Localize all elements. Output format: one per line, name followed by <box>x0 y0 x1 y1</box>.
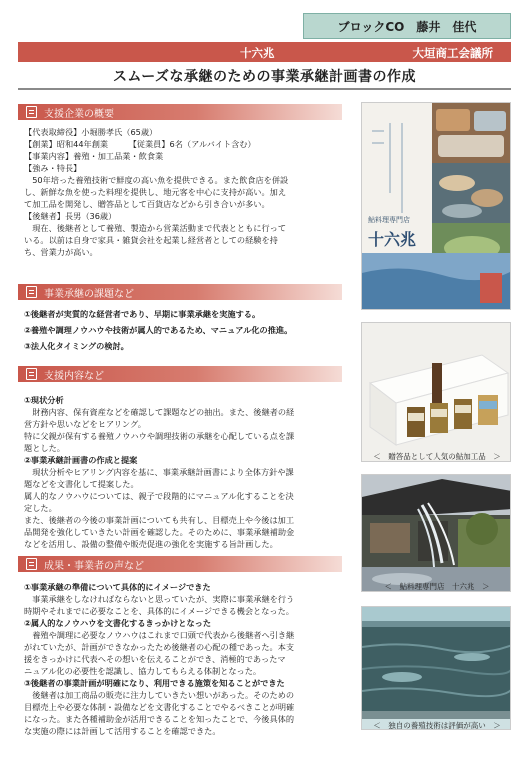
issue-line: ③法人化タイミングの検討。 <box>24 341 129 351</box>
result-line: な実施の際には計画して活用することを確認できた。 <box>24 726 221 736</box>
result-line: ①事業承継の準備について具体的にイメージできた <box>24 582 211 592</box>
pamphlet-illustration <box>362 103 511 310</box>
pamphlet-photo <box>361 102 511 310</box>
result-line: 時期やそれまでに必要なことを、具体的にイメージできる機会となった。 <box>24 606 294 616</box>
overview-line: し、新鮮な魚を使った料理を提供し、地元客を中心に支持が高い。加え <box>24 187 287 197</box>
overview-line: 【事業内容】養殖・加工品業・飲食業 <box>24 151 164 161</box>
support-line: 特に父親が保有する養殖ノウハウや調理技術の承継を心配している点を課 <box>24 431 295 441</box>
issues-text <box>24 306 342 354</box>
result-line: ニュアル化の必要性を認識し、協力してもらえる体制となった。 <box>24 666 262 676</box>
support-line: 題とした。 <box>24 443 65 453</box>
memo-icon <box>26 286 37 298</box>
section-heading-label: 支援内容など <box>44 370 104 382</box>
support-line: 現状分析やヒアリング内容を基に、事業承継計画書により全体方針や課 <box>24 467 294 477</box>
overview-line: 現在、後継者として養殖、製造から営業活動まで代表とともに行って <box>24 223 287 233</box>
restaurant-illustration <box>362 475 511 592</box>
overview-line: 50年培った養殖技術で鮮度の高い魚を提供できる。また飲食店を併設 <box>24 175 289 185</box>
overview-line: て加工品を開発し、贈答品として百貨店などから引き合いが多い。 <box>24 199 270 209</box>
support-line: 属人的なノウハウについては、親子で段階的にマニュアル化することを決 <box>24 491 294 501</box>
result-line: がれていたが、計画ができなかったため後継者の心配の種であった。本支 <box>24 642 295 652</box>
result-line: 後継者は加工商品の販売に注力していきたい想いがあった。そのための <box>24 690 295 700</box>
memo-icon <box>26 558 37 570</box>
result-line: 援をきっかけに代表へその想いを伝えることができ、消極的であったマ <box>24 654 286 664</box>
support-text <box>24 394 342 550</box>
results-text <box>24 581 342 737</box>
overview-line: 【強み・特長】 <box>24 163 82 173</box>
restaurant-photo <box>361 474 511 592</box>
result-line: 養殖や調理に必要なノウハウはこれまで口頭で代表から後継者へ引き継 <box>24 630 295 640</box>
store-band <box>18 42 511 62</box>
overview-line: 【代表取締役】小堀勝孝氏（65歳） <box>24 127 158 137</box>
store-name: 十六兆 <box>240 46 275 60</box>
block-coordinator-label: ブロックCO 藤井 佳代 <box>337 19 477 34</box>
overview-line: いる。以前は自身で家具・雑貨会社を起業し経営者としての経験を持 <box>24 235 278 245</box>
support-line: 品開発を強化していきたい計画を確認した。そのために、事業承継補助金 <box>24 527 295 537</box>
memo-icon <box>26 106 37 118</box>
overview-text <box>24 126 342 258</box>
section-heading-label: 成果・事業者の声など <box>44 560 144 572</box>
gift-box-illustration <box>362 323 511 462</box>
result-line: になった。また各種補助金が活用できることを知ったことで、今後具体的 <box>24 714 295 724</box>
result-line: 目標売上や必要な体制・設備などを文書化することでやるべきことが明確 <box>24 702 295 712</box>
fish-farm-photo-caption: ＜ 独自の養殖技術は評価が高い ＞ <box>373 721 501 730</box>
support-line: 財務内容、保有資産などを確認して課題などの抽出。また、後継者の経 <box>24 407 295 417</box>
overview-line: ち、営業力が高い。 <box>24 247 98 257</box>
overview-line: 【後継者】長男（36歳） <box>24 211 117 221</box>
section-heading-results <box>18 556 342 572</box>
support-line: などを活用し、設備の整備や販売促進の強化を実施する旨計画した。 <box>24 539 278 549</box>
support-line: ②事業承継計画書の作成と提案 <box>24 455 138 465</box>
page-title: スムーズな承継のための事業承継計画書の作成 <box>112 69 417 85</box>
fish-farm-illustration <box>362 607 511 730</box>
restaurant-photo-caption: ＜ 鮎料理専門店 十六兆 ＞ <box>384 582 490 591</box>
result-line: ③後継者の事業計画が明確になり、利用できる施策を知ることができた <box>24 678 285 688</box>
organization-name: 大垣商工会議所 <box>412 46 493 60</box>
support-line: また、後継者の今後の事業計画についても共有し、目標売上や今後は加工 <box>24 515 295 525</box>
section-heading-overview <box>18 104 342 120</box>
pamphlet-subtitle: 鮎料理専門店 <box>368 216 410 224</box>
section-heading-label: 事業承継の課題など <box>44 288 134 300</box>
fish-farm-photo <box>361 606 511 730</box>
gift-photo-caption: ＜ 贈答品として人気の鮎加工品 ＞ <box>373 452 501 461</box>
support-line: 定した。 <box>24 503 57 513</box>
support-line: ①現状分析 <box>24 395 64 405</box>
section-heading-issues <box>18 284 342 300</box>
support-line: 題などを文書化して提案した。 <box>24 479 139 489</box>
overview-line: 【創業】昭和44年創業 【従業員】6名（アルバイト含む） <box>24 139 256 149</box>
section-heading-label: 支援企業の概要 <box>44 108 114 120</box>
block-coordinator-banner <box>303 13 511 39</box>
pamphlet-title: 十六兆 <box>368 230 417 249</box>
issue-line: ①後継者が実質的な経営者であり、早期に事業承継を実施する。 <box>24 309 261 319</box>
section-heading-support <box>18 366 342 382</box>
title-divider <box>18 88 511 90</box>
result-line: 事業承継をしなければならないと思っていたが、実際に事業承継を行う <box>24 594 295 604</box>
memo-icon <box>26 368 37 380</box>
gift-products-photo <box>361 322 511 462</box>
support-line: 営方針や思いなどをヒアリング。 <box>24 419 146 429</box>
issue-line: ②養殖や調理ノウハウや技術が属人的であるため、マニュアル化の推進。 <box>24 325 293 335</box>
result-line: ②属人的なノウハウを文書化するきっかけとなった <box>24 618 212 628</box>
